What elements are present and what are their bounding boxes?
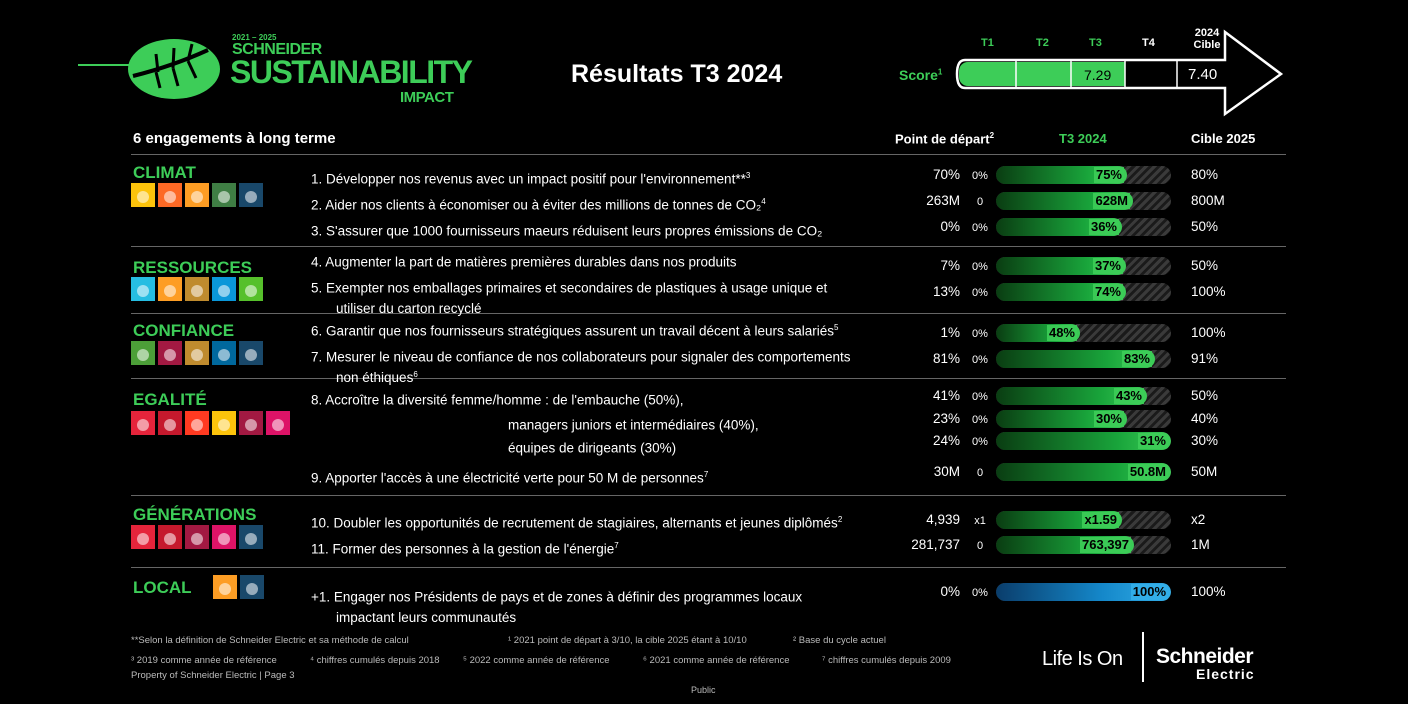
progress-fill: [996, 511, 1122, 529]
progress-value: 31%: [1139, 433, 1166, 448]
section-generations: GÉNÉRATIONS: [133, 505, 257, 524]
sdg-12-icon: [185, 341, 209, 365]
row-text: 1. Développer nos revenus avec un impact positif pour l'environnement**$^3$: [311, 171, 751, 187]
row-target-value: 100%: [1191, 325, 1226, 340]
sdg-icons-confiance: [131, 341, 263, 365]
score-arrow: [955, 28, 1287, 118]
score-t4: T4: [1142, 37, 1155, 49]
row-start-value: 4,939: [926, 512, 960, 527]
score-target-value: 7.40: [1188, 66, 1218, 83]
progress-bar: [996, 536, 1171, 554]
section-climat: CLIMAT: [133, 163, 196, 182]
row-text: 9. Apporter l'accès à une électricité verte pour 50 M de personnes$^7$: [311, 470, 709, 486]
row-text: 8. Accroître la diversité femme/homme : de l'embauche (50%),: [311, 392, 684, 408]
sdg-15-icon: [239, 277, 263, 301]
row-zero-label: 0%: [972, 414, 988, 426]
se-logo-line1: Schneider: [1156, 645, 1254, 668]
progress-fill: [996, 387, 1147, 405]
progress-value: 48%: [1048, 325, 1075, 340]
progress-value: 83%: [1123, 351, 1150, 366]
leaf-logo-icon: [78, 36, 228, 106]
sdg-icons-ressources: [131, 277, 263, 301]
sdg-4-icon: [158, 525, 182, 549]
progress-value: 100%: [1132, 584, 1166, 599]
row-text: +1. Engager nos Présidents de pays et de zones à définir des programmes locaux impactant leurs communautés: [311, 589, 803, 625]
row-text: 11. Former des personnes à la gestion de l'énergie$^7$: [311, 541, 619, 557]
row-text: 5. Exempter nos emballages primaires et secondaires de plastiques à usage unique et utiliser du carton recyclé: [311, 280, 828, 316]
sdg-icons-generations: [131, 525, 263, 549]
sdg-17-icon: [239, 525, 263, 549]
row-target-value: 100%: [1191, 584, 1226, 599]
score-t2: T2: [1036, 37, 1049, 49]
row-start-value: 81%: [932, 351, 960, 366]
progress-fill: [996, 410, 1127, 428]
progress-bar: [996, 192, 1171, 210]
logo-years: 2021 – 2025: [232, 33, 277, 42]
row-start-value: 24%: [932, 433, 960, 448]
row-start-value: 23%: [932, 411, 960, 426]
divider: [131, 246, 1286, 247]
row-target-value: 30%: [1191, 433, 1219, 448]
progress-bar: [996, 463, 1171, 481]
row-start-value: 7%: [940, 258, 960, 273]
logo-line3: IMPACT: [400, 89, 454, 106]
progress-fill: [996, 166, 1127, 184]
progress-value: 763,397: [1082, 537, 1129, 552]
sdg-12-icon: [185, 277, 209, 301]
progress-bar: [996, 350, 1171, 368]
row-start-value: 0%: [940, 584, 960, 599]
footnote-6: ⁶ 2021 comme année de référence: [643, 655, 790, 666]
row-target-value: 50M: [1191, 464, 1218, 479]
row-zero-label: 0%: [972, 261, 988, 273]
footnote-public: Public: [691, 685, 716, 695]
row-start-value: 41%: [932, 388, 960, 403]
sdg-7-icon: [131, 183, 155, 207]
row-target-value: 50%: [1191, 388, 1219, 403]
progress-value: 30%: [1095, 411, 1122, 426]
progress-fill: [996, 350, 1155, 368]
sdg-8-icon: [239, 411, 263, 435]
row-start-value: 30M: [933, 464, 960, 479]
sdg-6-icon: [131, 277, 155, 301]
logo-line1: SCHNEIDER: [232, 41, 322, 58]
sdg-8-icon: [158, 341, 182, 365]
row-start-value: 281,737: [911, 537, 960, 552]
progress-value: 628M: [1095, 193, 1128, 208]
row-start-value: 263M: [926, 193, 960, 208]
score-t1: T1: [981, 37, 994, 49]
row-target-value: x2: [1191, 512, 1206, 527]
progress-fill: [996, 583, 1171, 601]
footnote-4: ⁴ chiffres cumulés depuis 2018: [310, 655, 440, 666]
score-target-label: 2024 Cible: [1193, 27, 1221, 51]
section-ressources: RESSOURCES: [133, 258, 253, 277]
sdg-8-icon: [185, 525, 209, 549]
row-start-value: 1%: [940, 325, 960, 340]
divider: [131, 567, 1286, 568]
row-zero-label: 0%: [972, 587, 988, 599]
footnote-1c: ² Base du cycle actuel: [793, 635, 886, 646]
divider: [131, 154, 1286, 155]
footnote-5: ⁵ 2022 comme année de référence: [463, 655, 610, 666]
sdg-14-icon: [212, 277, 236, 301]
progress-value: 43%: [1115, 388, 1142, 403]
lifeison-logo: Life Is On: [1042, 648, 1123, 670]
progress-value: 75%: [1095, 167, 1122, 182]
sdg-icons-local: [213, 575, 264, 599]
row-target-value: 40%: [1191, 411, 1219, 426]
row-text: managers juniors et intermédiaires (40%),: [508, 417, 759, 433]
score-t3-value: 7.29: [1084, 67, 1112, 83]
sdg-13-icon: [212, 183, 236, 207]
sdg-17-icon: [239, 341, 263, 365]
row-text: 2. Aider nos clients à économiser ou à éviter des millions de tonnes de CO₂$^4$: [311, 197, 766, 213]
row-text: 6. Garantir que nos fournisseurs stratégiques assurent un travail décent à leurs salariés$^5$: [311, 323, 839, 339]
sdg-5-icon: [185, 411, 209, 435]
sdg-10-icon: [212, 525, 236, 549]
progress-value: 74%: [1094, 284, 1121, 299]
progress-bar: [996, 583, 1171, 601]
progress-bar: [996, 166, 1171, 184]
row-zero-label: x1: [974, 515, 986, 527]
row-start-value: 0%: [940, 219, 960, 234]
score-t3: T3: [1089, 37, 1102, 49]
sdg-9-icon: [158, 183, 182, 207]
progress-fill: [996, 283, 1126, 301]
sdg-icons-egalite: [131, 411, 290, 435]
row-zero-label: 0%: [972, 287, 988, 299]
sdg-7-icon: [212, 411, 236, 435]
footnote-1a: **Selon la définition de Schneider Electric et sa méthode de calcul: [131, 635, 409, 646]
se-logo-line2: Electric: [1196, 666, 1255, 682]
row-zero-label: 0%: [972, 354, 988, 366]
page-title: Résultats T3 2024: [571, 60, 783, 88]
footnote-1b: ¹ 2021 point de départ à 3/10, la cible 2025 étant à 10/10: [508, 635, 747, 646]
sdg-11-icon: [158, 277, 182, 301]
footnote-property: Property of Schneider Electric | Page 3: [131, 670, 295, 681]
progress-value: 50.8M: [1129, 464, 1166, 479]
progress-bar: [996, 511, 1171, 529]
progress-bar: [996, 218, 1171, 236]
progress-fill: [996, 218, 1122, 236]
section-local: LOCAL: [133, 578, 192, 597]
progress-bar: [996, 410, 1171, 428]
header-engagements: 6 engagements à long terme: [133, 130, 336, 147]
row-zero-label: 0: [976, 467, 984, 479]
footnote-3: ³ 2019 comme année de référence: [131, 655, 277, 666]
sdg-11-icon: [185, 183, 209, 207]
row-zero-label: 0%: [972, 391, 988, 403]
sdg-10-icon: [266, 411, 290, 435]
row-text: 3. S'assurer que 1000 fournisseurs maeurs réduisent leurs propres émissions de CO₂: [311, 223, 823, 239]
sdg-16-icon: [212, 341, 236, 365]
sdg-icons-climat: [131, 183, 263, 207]
row-zero-label: 0: [976, 196, 984, 208]
row-target-value: 800M: [1191, 193, 1225, 208]
row-target-value: 100%: [1191, 284, 1226, 299]
row-zero-label: 0%: [972, 170, 988, 182]
progress-value: x1.59: [1084, 512, 1117, 527]
section-egalite: EGALITÉ: [133, 390, 207, 409]
progress-fill: [996, 324, 1080, 342]
row-target-value: 91%: [1191, 351, 1219, 366]
row-text: équipes de dirigeants (30%): [508, 440, 677, 456]
row-zero-label: 0: [976, 540, 984, 552]
progress-fill: [996, 432, 1171, 450]
header-t3: T3 2024: [1059, 131, 1107, 146]
sdg-1-icon: [131, 411, 155, 435]
header-start: Point de départ$^2$: [895, 131, 995, 147]
divider: [131, 495, 1286, 496]
sdg-17-icon: [240, 575, 264, 599]
header-target: Cible 2025: [1191, 131, 1256, 146]
row-text: 10. Doubler les opportunités de recrutement de stagiaires, alternants et jeunes diplômés$^2$: [311, 515, 843, 531]
logo-line2: SUSTAINABILITY: [230, 54, 472, 90]
progress-value: 36%: [1090, 219, 1117, 234]
progress-bar: [996, 432, 1171, 450]
score-label: Score$^1$: [899, 67, 943, 83]
progress-fill: [996, 536, 1134, 554]
progress-bar: [996, 387, 1171, 405]
brand-divider: [1142, 632, 1144, 682]
section-confiance: CONFIANCE: [133, 321, 235, 340]
row-zero-label: 0%: [972, 436, 988, 448]
progress-bar: [996, 257, 1171, 275]
progress-fill: [996, 463, 1171, 481]
row-text: 7. Mesurer le niveau de confiance de nos collaborateurs pour signaler des comportements non éthiques$^6$: [311, 349, 851, 385]
sdg-17-icon: [239, 183, 263, 207]
row-text: 4. Augmenter la part de matières premières durables dans nos produits: [311, 254, 737, 270]
row-target-value: 80%: [1191, 167, 1219, 182]
progress-fill: [996, 192, 1133, 210]
row-zero-label: 0%: [972, 222, 988, 234]
row-target-value: 1M: [1191, 537, 1210, 552]
row-start-value: 13%: [932, 284, 960, 299]
sdg-11-icon: [213, 575, 237, 599]
row-target-value: 50%: [1191, 219, 1219, 234]
row-start-value: 70%: [932, 167, 960, 182]
row-zero-label: 0%: [972, 328, 988, 340]
progress-fill: [996, 257, 1126, 275]
sdg-4-icon: [158, 411, 182, 435]
progress-bar: [996, 324, 1171, 342]
progress-value: 37%: [1094, 258, 1121, 273]
sdg-3-icon: [131, 341, 155, 365]
progress-bar: [996, 283, 1171, 301]
sdg-1-icon: [131, 525, 155, 549]
row-target-value: 50%: [1191, 258, 1219, 273]
footnote-7: ⁷ chiffres cumulés depuis 2009: [822, 655, 951, 666]
